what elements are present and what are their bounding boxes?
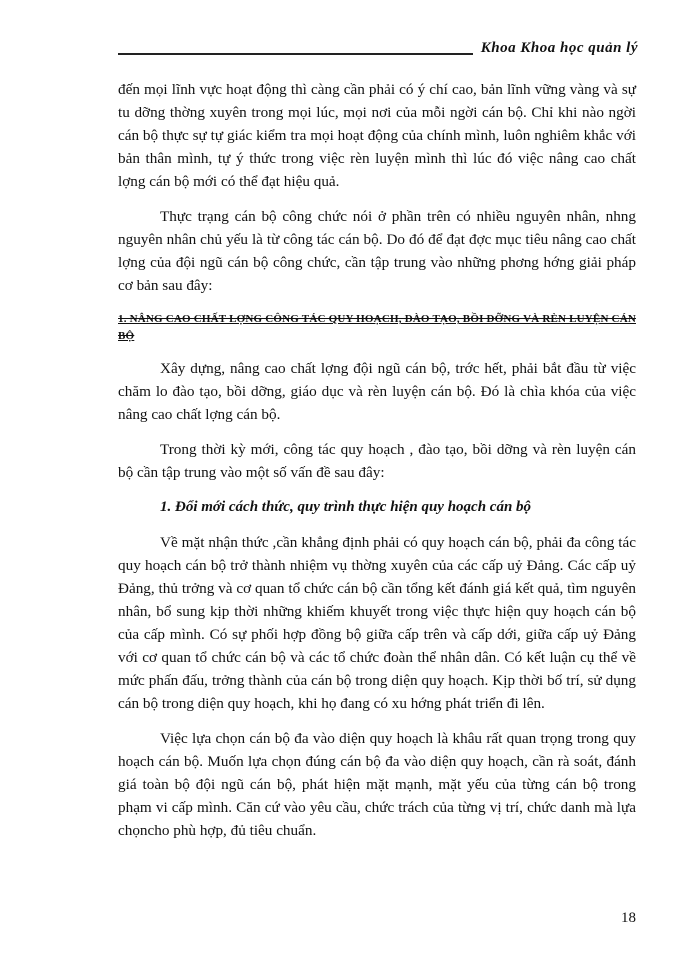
paragraph-3: Xây dựng, nâng cao chất lợng đội ngũ cán bộ, trớc hết, phải bắt đầu từ việc chăm lo đào tạo, bồi dỡng, giáo dục và rèn luyện cán bộ. Đó là chìa khóa của việc nâng cao chất lợng cán bộ.: [118, 360, 636, 423]
paragraph-1: đến mọi lĩnh vực hoạt động thì càng cần phải có ý chí cao, bản lĩnh vững vàng và sự tu dỡng thờng xuyên trong mọi lúc, mọi nơi của mỗi ngời cán bộ. Chỉ khi nào ngời cán bộ thực sự tự giác kiểm tra mọi hoạt động của chính mình, luôn nghiêm khắc với bản thân mình, tự ý thức trong việc rèn luyện mình thì lúc đó việc nâng cao chất lợng cán bộ mới có thể đạt hiệu quả.: [118, 81, 636, 190]
section-heading-1: 1. NÂNG CAO CHẤT LỢNG CÔNG TÁC QUY HOẠCH, ĐÀO TẠO, BỒI DỠNG VÀ RÈN LUYỆN CÁN BỘ: [118, 313, 636, 342]
subheading-1: 1. Đổi mới cách thức, quy trình thực hiện quy hoạch cán bộ: [160, 499, 532, 515]
paragraph-5: Về mặt nhận thức ,cần khẳng định phải có quy hoạch cán bộ, phải đa công tác quy hoạch cán bộ trở thành nhiệm vụ thờng xuyên của các cấp uỷ Đảng. Các cấp uỷ Đảng, thủ trởng và cơ quan tổ chức cán bộ cần tổng kết đánh giá kết quả, tìm nguyên nhân, bổ sung kịp thời những khiếm khuyết trong việc thực hiện quy hoạch cán bộ của cấp mình. Có sự phối hợp đồng bộ giữa cấp trên và cấp dới, giữa cấp uỷ Đảng với cơ quan tổ chức cán bộ và các tổ chức đoàn thể nhân dân. Có kết luận cụ thể về mức phấn đấu, trởng thành của cán bộ trong diện quy hoạch. Kịp thời bố trí, sử dụng cán bộ trong diện quy hoạch, khi họ đang có xu hớng phát triển đi lên.: [118, 534, 636, 712]
paragraph-2: Thực trạng cán bộ công chức nói ở phần trên có nhiều nguyên nhân, nhng nguyên nhân chủ yếu là từ công tác cán bộ. Do đó để đạt đợc mục tiêu nâng cao chất lợng của đội ngũ cán bộ công chức, cần tập trung vào những phơng hớng giải pháp cơ bản sau đây:: [118, 208, 636, 294]
page-body: [118, 78, 636, 842]
page-number: 18: [621, 910, 636, 926]
header-title: Khoa Khoa học quản lý: [473, 40, 638, 57]
paragraph-6: Việc lựa chọn cán bộ đa vào diện quy hoạch là khâu rất quan trọng trong quy hoạch cán bộ. Muốn lựa chọn đúng cán bộ đa vào diện quy hoạch, cần rà soát, đánh giá toàn bộ đội ngũ cán bộ, phát hiện mặt mạnh, mặt yếu của từng cán bộ trong phạm vi cấp mình. Căn cứ vào yêu cầu, chức trách của từng vị trí, chức danh mà lựa chọncho phù hợp, đủ tiêu chuẩn.: [118, 730, 636, 839]
paragraph-4: Trong thời kỳ mới, công tác quy hoạch , đào tạo, bồi dỡng và rèn luyện cán bộ cần tập trung vào một số vấn đề sau đây:: [118, 441, 636, 481]
running-header: [118, 40, 638, 62]
